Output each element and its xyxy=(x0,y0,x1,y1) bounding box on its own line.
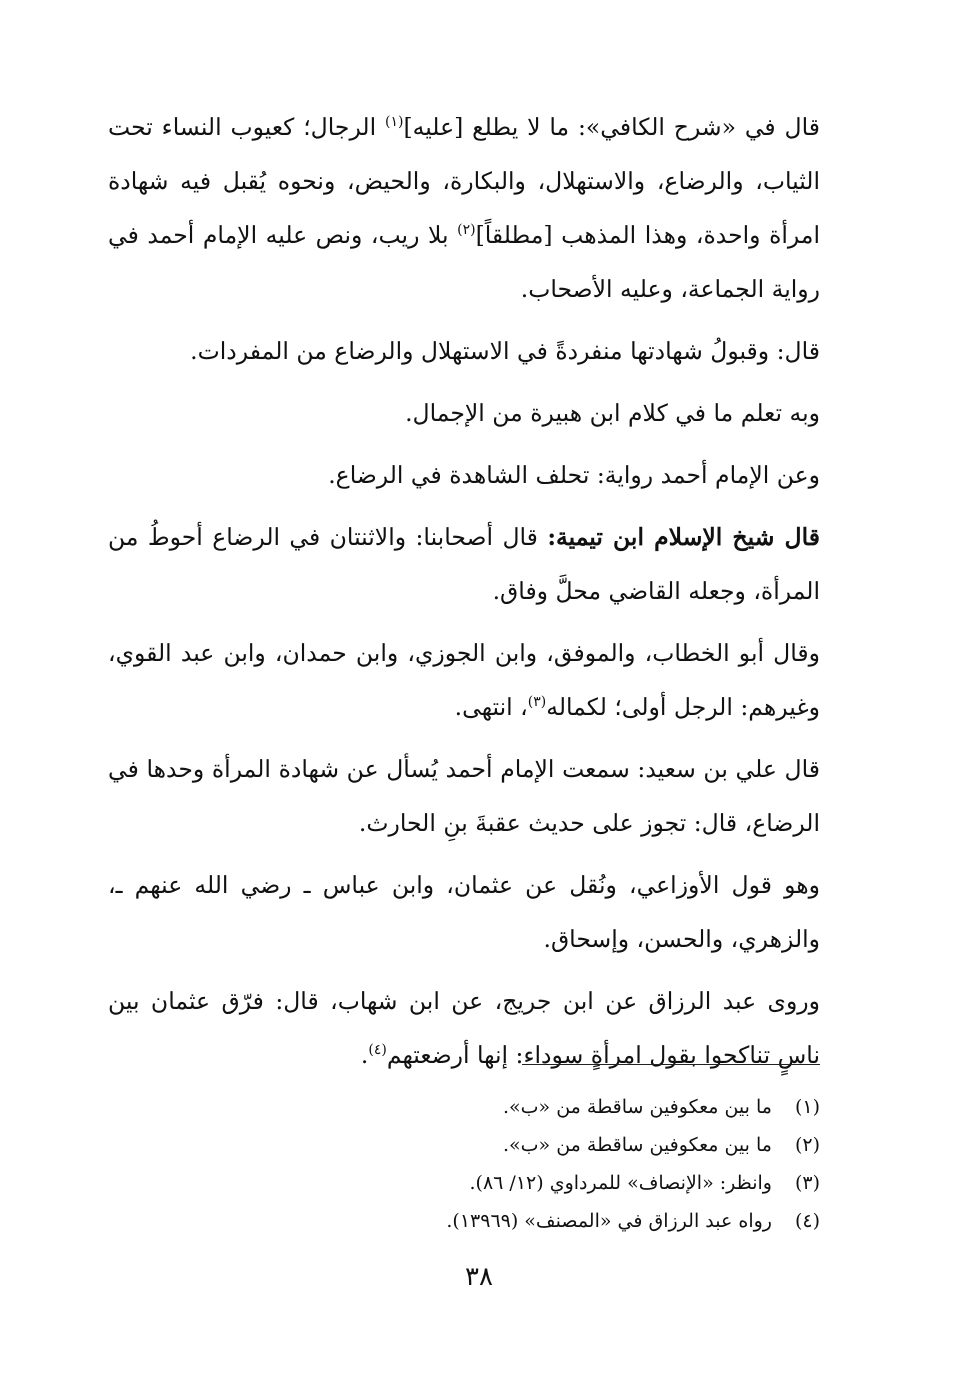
paragraph-9-part-a: وروى عبد الرزاق عن ابن جريج، عن ابن شهاب، قال: فرّق عثمان بين ناسٍ تناكحوا بقول امرأةٍ سوداء: إنها أرضعتهم xyxy=(108,987,820,1069)
footnotes xyxy=(300,1088,820,1240)
paragraph-3: وبه تعلم ما في كلام ابن هبيرة من الإجمال. xyxy=(405,399,820,427)
paragraph-9-part-b: . xyxy=(360,1041,369,1069)
footnote-ref-1: (١) xyxy=(384,114,404,130)
footnote-text: رواه عبد الرزاق في «المصنف» (١٣٩٦٩). xyxy=(446,1210,772,1232)
footnote-number: (٢) xyxy=(794,1134,820,1156)
footnote-ref-2: (٢) xyxy=(457,222,476,238)
paragraph-1-part-b: الرجال؛ كعيوب النساء تحت الثياب، والرضاع، والاستهلال، والبكارة، والحيض، ونحوه يُقبل فيه شهادة امرأة واحدة، وهذا المذهب [مطلقاً] xyxy=(108,113,820,249)
footnote-text: ما بين معكوفين ساقطة من «ب». xyxy=(502,1096,772,1118)
main-text xyxy=(108,100,820,1088)
footnote-number: (٣) xyxy=(794,1172,820,1194)
footnote-ref-4: (٤) xyxy=(368,1042,387,1058)
paragraph-9 xyxy=(108,974,820,1082)
paragraph-5-rest: قال أصحابنا: والاثنتان في الرضاع أحوطُ من المرأة، وجعله القاضي محلَّ وفاق. xyxy=(108,523,820,605)
paragraph-1-part-c: بلا ريب، ونص عليه الإمام أحمد في رواية الجماعة، وعليه الأصحاب. xyxy=(108,221,820,303)
paragraph-5 xyxy=(108,510,820,618)
paragraph-6-part-b: ، انتهى. xyxy=(454,693,528,721)
paragraph-1 xyxy=(108,100,820,316)
footnote-number: (١) xyxy=(794,1096,820,1118)
footnote-text: وانظر: «الإنصاف» للمرداوي (١٢/ ٨٦). xyxy=(469,1172,772,1194)
paragraph-6 xyxy=(108,626,820,734)
footnote-item xyxy=(300,1126,820,1164)
footnote-text: ما بين معكوفين ساقطة من «ب». xyxy=(502,1134,772,1156)
paragraph-6-part-a: وقال أبو الخطاب، والموفق، وابن الجوزي، وابن حمدان، وابن عبد القوي، وغيرهم: الرجل أولى؛ لكماله xyxy=(108,639,820,721)
paragraph-7: قال علي بن سعيد: سمعت الإمام أحمد يُسأل عن شهادة المرأة وحدها في الرضاع، قال: تجوز على حديث عقبةَ بنِ الحارث. xyxy=(108,755,820,837)
paragraph-4: وعن الإمام أحمد رواية: تحلف الشاهدة في الرضاع. xyxy=(328,461,820,489)
footnote-separator xyxy=(522,1064,820,1065)
paragraph-5-bold-lead: قال شيخ الإسلام ابن تيمية: xyxy=(547,523,820,551)
footnote-number: (٤) xyxy=(794,1210,820,1232)
paragraph-8: وهو قول الأوزاعي، ونُقل عن عثمان، وابن عباس ـ رضي الله عنهم ـ، والزهري، والحسن، وإسحاق. xyxy=(108,871,820,953)
footnote-item xyxy=(300,1164,820,1202)
footnote-item xyxy=(300,1202,820,1240)
page-number: ٣٨ xyxy=(465,1262,493,1292)
footnote-item xyxy=(300,1088,820,1126)
paragraph-2: قال: وقبولُ شهادتها منفردةً في الاستهلال والرضاع من المفردات. xyxy=(190,337,820,365)
paragraph-1-part-a: قال في «شرح الكافي»: ما لا يطلع [عليه] xyxy=(403,113,821,141)
footnote-ref-3: (٣) xyxy=(527,694,547,710)
